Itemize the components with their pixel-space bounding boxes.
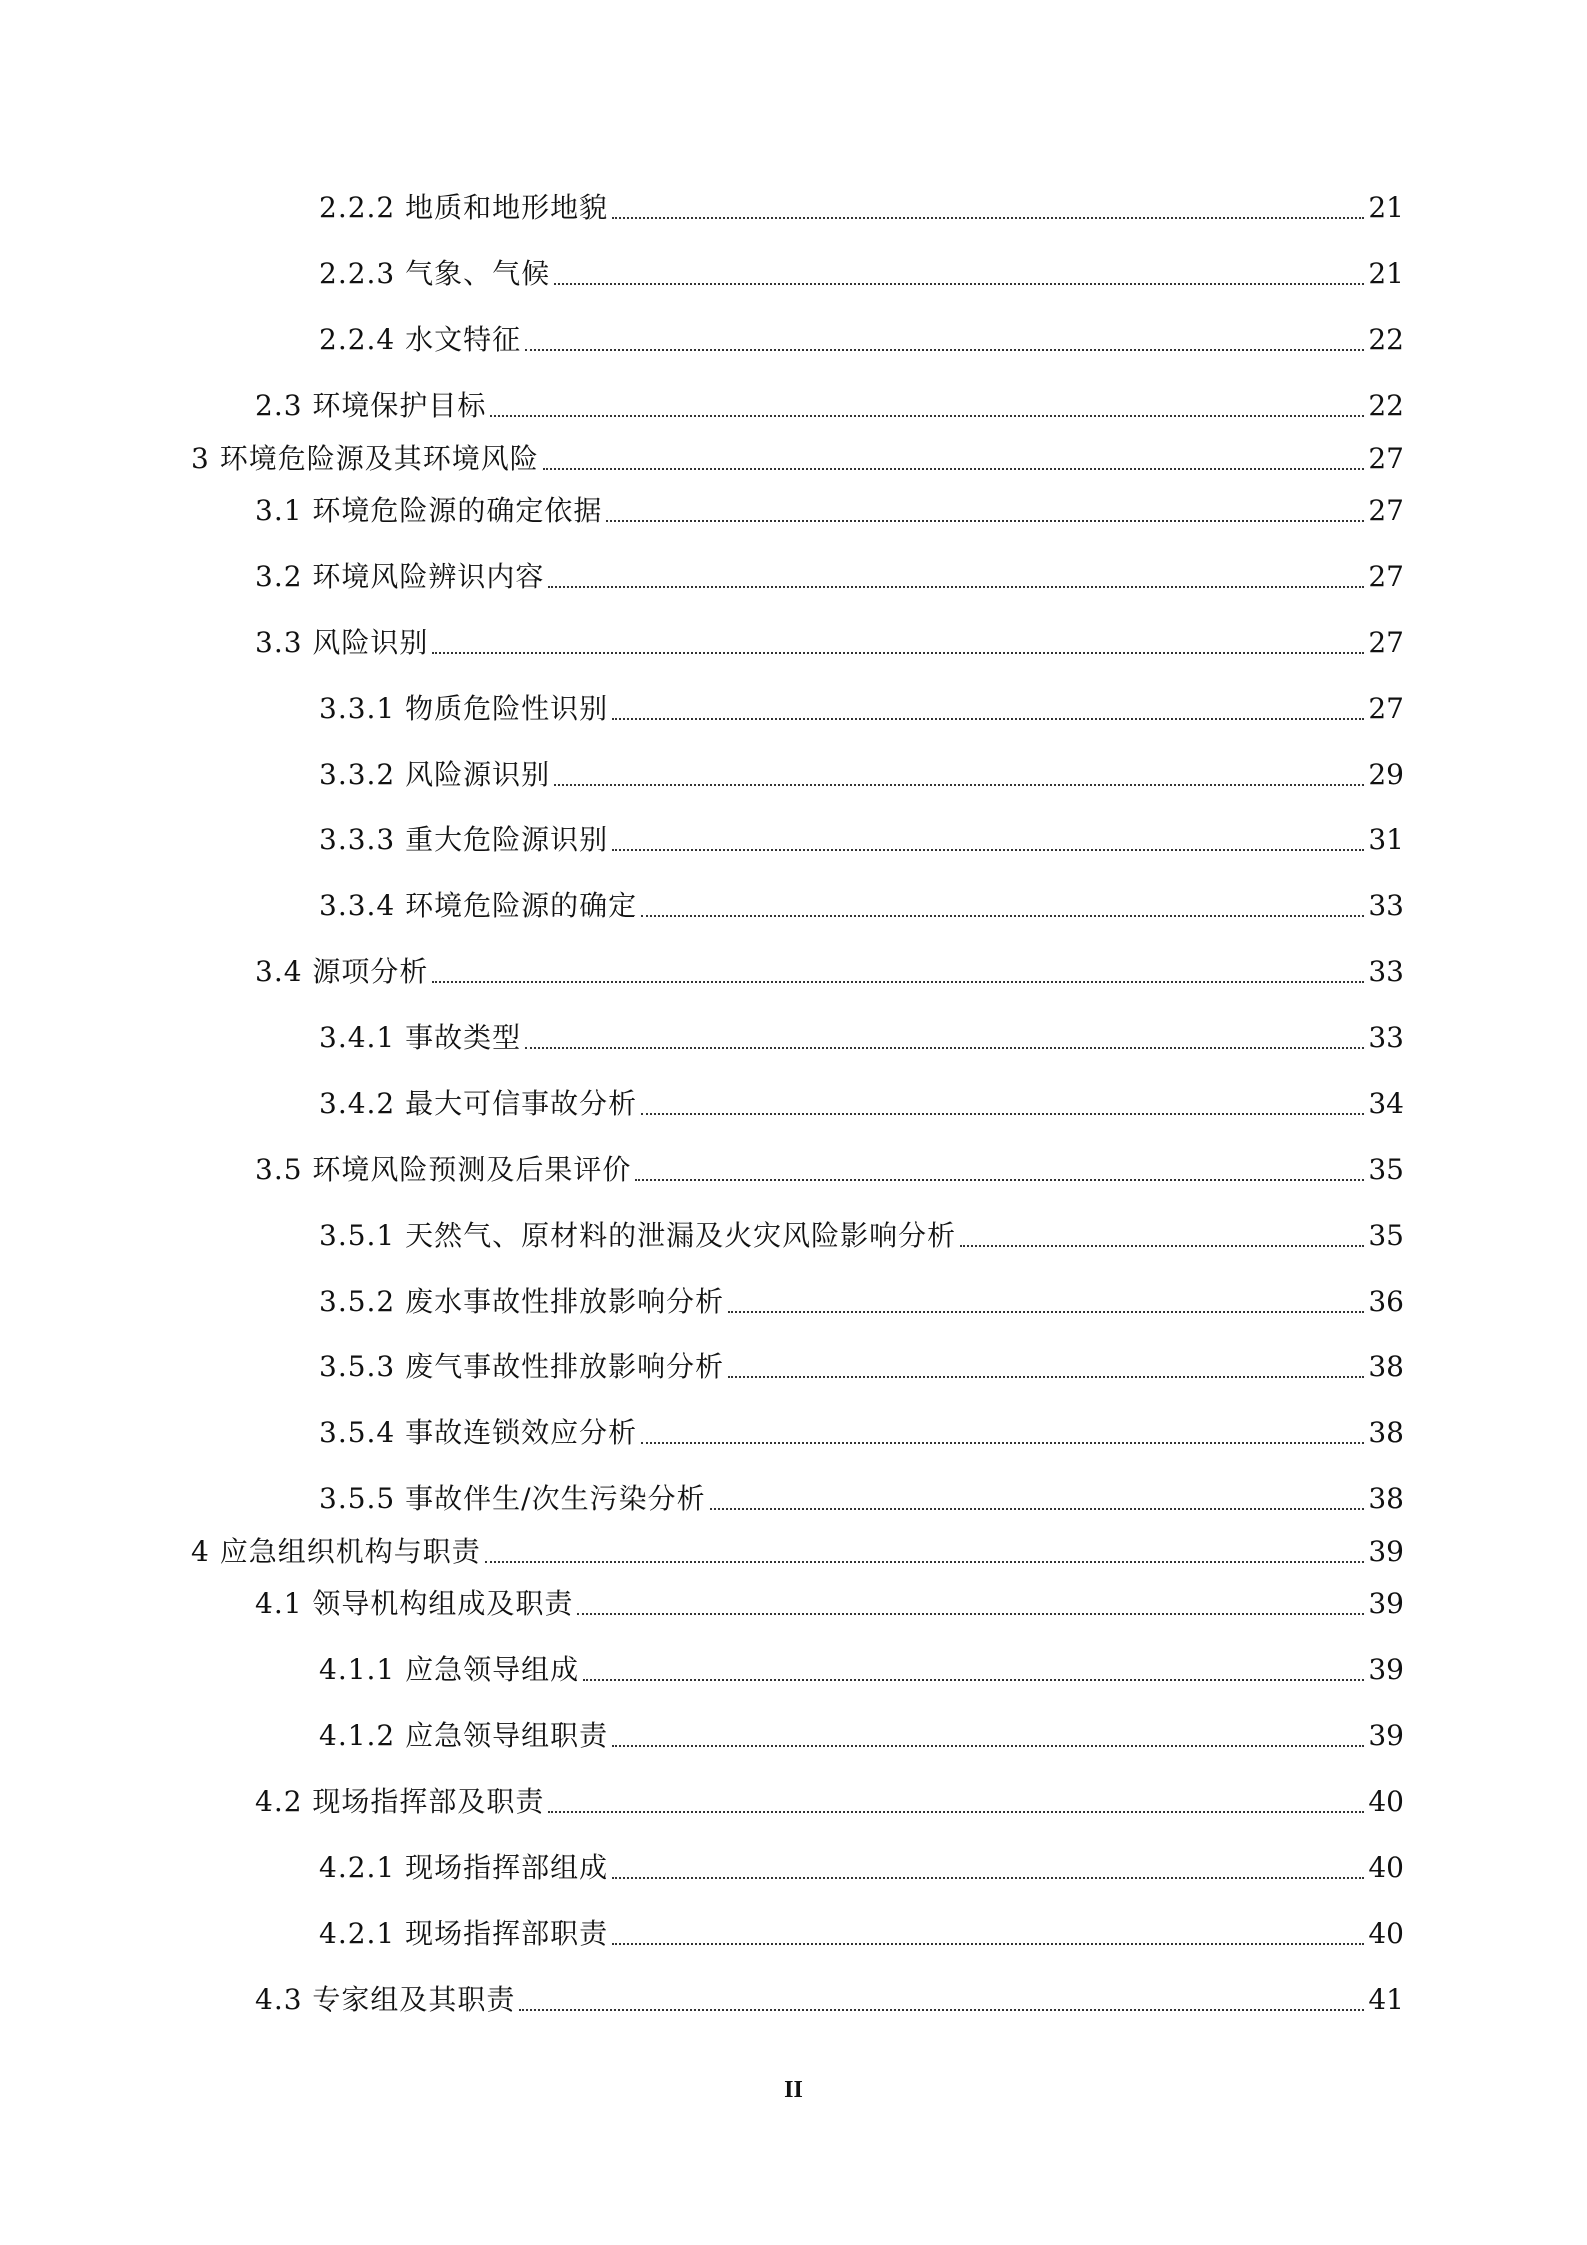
toc-entry-page: 33 — [1368, 955, 1404, 988]
toc-entry-page: 41 — [1368, 1983, 1404, 2016]
toc-entry[interactable] — [255, 950, 1404, 994]
toc-dot-leader — [554, 784, 1364, 786]
toc-entry-label: 3.1 环境危险源的确定依据 — [255, 494, 603, 527]
toc-dot-leader — [728, 1311, 1364, 1313]
toc-dot-leader — [728, 1376, 1364, 1378]
toc-entry-page: 27 — [1368, 442, 1404, 475]
toc-entry-page: 40 — [1368, 1851, 1404, 1884]
toc-entry[interactable] — [319, 884, 1404, 928]
toc-entry-page: 39 — [1368, 1719, 1404, 1752]
toc-entry[interactable] — [319, 1214, 1404, 1258]
toc-entry-page: 40 — [1368, 1785, 1404, 1818]
toc-entry[interactable] — [255, 555, 1404, 599]
toc-entry-label: 4 应急组织机构与职责 — [191, 1535, 481, 1568]
toc-entry-label: 3.3.1 物质危险性识别 — [319, 692, 609, 725]
toc-entry-label: 4.1.1 应急领导组成 — [319, 1653, 580, 1686]
toc-entry-page: 34 — [1368, 1087, 1404, 1120]
toc-dot-leader — [960, 1245, 1364, 1247]
toc-entry-label: 3.4 源项分析 — [255, 955, 429, 988]
toc-entry-label: 2.2.4 水文特征 — [319, 323, 522, 356]
toc-dot-leader — [577, 1613, 1364, 1615]
toc-entry[interactable] — [319, 1345, 1404, 1389]
toc-dot-leader — [525, 349, 1364, 351]
toc-entry[interactable] — [255, 1148, 1404, 1192]
toc-entry-label: 3.5.5 事故伴生/次生污染分析 — [319, 1482, 706, 1515]
toc-entry[interactable] — [319, 1846, 1404, 1890]
toc-entry[interactable] — [319, 1912, 1404, 1956]
toc-dot-leader — [554, 283, 1364, 285]
toc-dot-leader — [612, 849, 1364, 851]
toc-entry[interactable] — [191, 437, 1404, 481]
toc-entry[interactable] — [319, 1477, 1404, 1521]
toc-entry-page: 38 — [1368, 1482, 1404, 1515]
toc-entry-page: 22 — [1368, 389, 1404, 422]
toc-entry[interactable] — [319, 1280, 1404, 1324]
toc-entry[interactable] — [319, 1411, 1404, 1455]
toc-entry-page: 33 — [1368, 889, 1404, 922]
toc-entry-label: 3.3.2 风险源识别 — [319, 758, 551, 791]
toc-dot-leader — [548, 1811, 1364, 1813]
toc-entry[interactable] — [319, 1082, 1404, 1126]
toc-entry[interactable] — [319, 1648, 1404, 1692]
toc-dot-leader — [490, 415, 1364, 417]
toc-entry-page: 36 — [1368, 1285, 1404, 1318]
toc-dot-leader — [543, 468, 1365, 470]
toc-entry-page: 27 — [1368, 560, 1404, 593]
toc-entry-page: 40 — [1368, 1917, 1404, 1950]
toc-entry[interactable] — [191, 1530, 1404, 1574]
toc-entry-label: 3.4.2 最大可信事故分析 — [319, 1087, 638, 1120]
page-number: II — [784, 2077, 803, 2103]
toc-entry-label: 3.3.3 重大危险源识别 — [319, 823, 609, 856]
toc-entry-page: 33 — [1368, 1021, 1404, 1054]
toc-entry-label: 4.1 领导机构组成及职责 — [255, 1587, 574, 1620]
toc-entry-label: 4.2 现场指挥部及职责 — [255, 1785, 545, 1818]
toc-entry-label: 4.2.1 现场指挥部职责 — [319, 1917, 609, 1950]
toc-entry-page: 35 — [1368, 1219, 1404, 1252]
toc-dot-leader — [612, 217, 1364, 219]
toc-entry-page: 29 — [1368, 758, 1404, 791]
toc-dot-leader — [519, 2009, 1364, 2011]
toc-dot-leader — [612, 718, 1364, 720]
toc-dot-leader — [606, 520, 1364, 522]
toc-entry[interactable] — [319, 753, 1404, 797]
toc-dot-leader — [432, 652, 1364, 654]
toc-dot-leader — [583, 1679, 1364, 1681]
toc-dot-leader — [548, 586, 1364, 588]
toc-entry-page: 21 — [1368, 191, 1404, 224]
toc-entry[interactable] — [319, 1016, 1404, 1060]
toc-entry[interactable] — [319, 1714, 1404, 1758]
toc-entry-page: 31 — [1368, 823, 1404, 856]
toc-dot-leader — [432, 981, 1364, 983]
toc-entry[interactable] — [255, 1582, 1404, 1626]
toc-entry[interactable] — [319, 318, 1404, 362]
toc-entry-page: 27 — [1368, 626, 1404, 659]
toc-entry[interactable] — [319, 687, 1404, 731]
toc-entry[interactable] — [255, 1978, 1404, 2022]
toc-entry-label: 3 环境危险源及其环境风险 — [191, 442, 539, 475]
toc-entry-page: 38 — [1368, 1416, 1404, 1449]
toc-entry-label: 3.5.2 废水事故性排放影响分析 — [319, 1285, 725, 1318]
toc-dot-leader — [635, 1179, 1364, 1181]
toc-entry-label: 3.5.3 废气事故性排放影响分析 — [319, 1350, 725, 1383]
toc-entry-page: 27 — [1368, 494, 1404, 527]
toc-entry-label: 2.2.3 气象、气候 — [319, 257, 551, 290]
toc-dot-leader — [525, 1047, 1364, 1049]
toc-entry-label: 4.2.1 现场指挥部组成 — [319, 1851, 609, 1884]
toc-entry-page: 22 — [1368, 323, 1404, 356]
toc-dot-leader — [641, 1442, 1364, 1444]
toc-dot-leader — [612, 1745, 1364, 1747]
toc-entry-label: 4.1.2 应急领导组职责 — [319, 1719, 609, 1752]
toc-entry-label: 2.2.2 地质和地形地貌 — [319, 191, 609, 224]
toc-entry-label: 3.3.4 环境危险源的确定 — [319, 889, 638, 922]
toc-entry-label: 3.3 风险识别 — [255, 626, 429, 659]
toc-entry-page: 38 — [1368, 1350, 1404, 1383]
toc-dot-leader — [485, 1561, 1365, 1563]
toc-entry-page: 35 — [1368, 1153, 1404, 1186]
toc-dot-leader — [641, 1113, 1364, 1115]
toc-entry-label: 3.5.4 事故连锁效应分析 — [319, 1416, 638, 1449]
toc-entry-page: 21 — [1368, 257, 1404, 290]
toc-dot-leader — [612, 1943, 1364, 1945]
toc-entry[interactable] — [255, 384, 1404, 428]
toc-entry-page: 39 — [1368, 1653, 1404, 1686]
toc-dot-leader — [641, 915, 1364, 917]
toc-entry-label: 2.3 环境保护目标 — [255, 389, 487, 422]
toc-entry-page: 39 — [1368, 1587, 1404, 1620]
toc-dot-leader — [710, 1508, 1365, 1510]
toc-entry[interactable] — [255, 621, 1404, 665]
toc-entry-label: 3.5 环境风险预测及后果评价 — [255, 1153, 632, 1186]
toc-entry-page: 27 — [1368, 692, 1404, 725]
toc-entry[interactable] — [319, 252, 1404, 296]
toc-entry[interactable] — [319, 186, 1404, 230]
toc-entry-label: 3.2 环境风险辨识内容 — [255, 560, 545, 593]
toc-entry-label: 3.5.1 天然气、原材料的泄漏及火灾风险影响分析 — [319, 1219, 957, 1252]
toc-entry[interactable] — [255, 1780, 1404, 1824]
toc-entry-page: 39 — [1368, 1535, 1404, 1568]
toc-entry[interactable] — [319, 818, 1404, 862]
toc-dot-leader — [612, 1877, 1364, 1879]
toc-entry-label: 3.4.1 事故类型 — [319, 1021, 522, 1054]
toc-entry[interactable] — [255, 489, 1404, 533]
toc-entry-label: 4.3 专家组及其职责 — [255, 1983, 516, 2016]
